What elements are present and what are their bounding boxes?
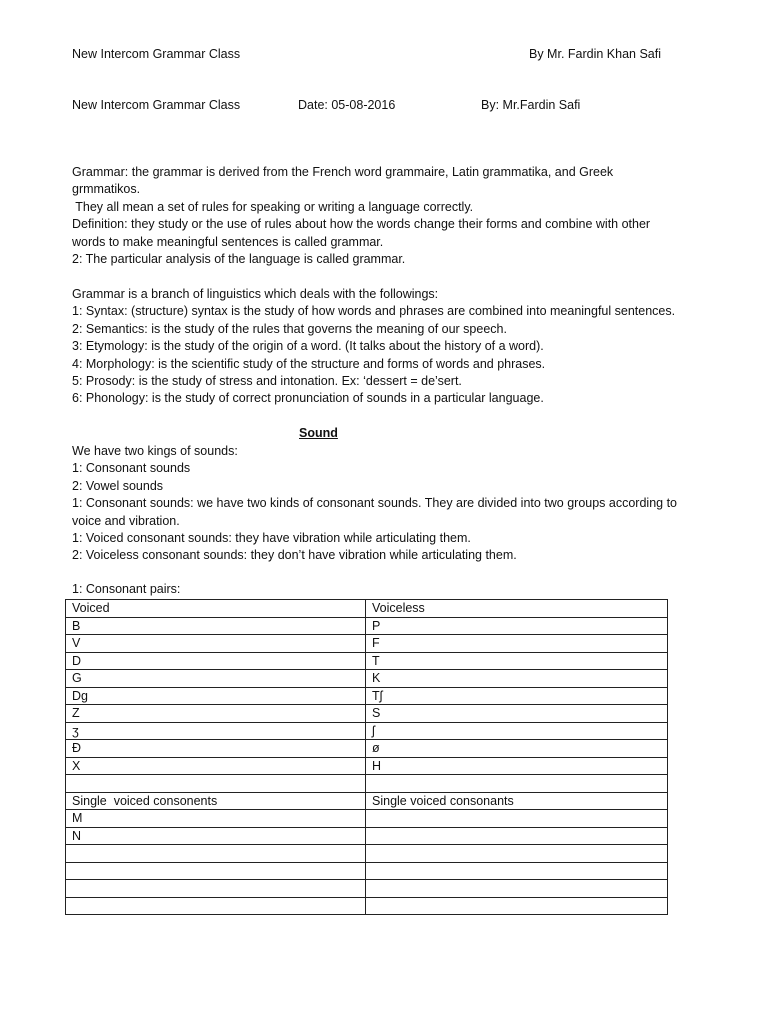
table-row <box>66 862 668 880</box>
grammar-intro-line: 2: The particular analysis of the language is called grammar. <box>72 252 406 267</box>
table-cell: G <box>66 670 366 688</box>
table-cell <box>366 827 668 845</box>
table-cell: B <box>66 617 366 635</box>
table-row <box>66 617 668 635</box>
table-cell: S <box>366 705 668 723</box>
table-cell <box>66 845 366 863</box>
table-cell <box>366 845 668 863</box>
table-cell: X <box>66 757 366 775</box>
table-row <box>66 687 668 705</box>
sound-section <box>72 443 712 565</box>
table-row <box>66 705 668 723</box>
table-cell: Dg <box>66 687 366 705</box>
branch-line: 3: Etymology: is the study of the origin of a word. (It talks about the history of a word). <box>72 339 544 354</box>
table-cell: Single voiced consonants <box>366 792 668 810</box>
table-cell: M <box>66 810 366 828</box>
table-cell: Single voiced consonents <box>66 792 366 810</box>
sound-line: voice and vibration. <box>72 513 180 528</box>
grammar-branches <box>72 286 712 408</box>
branch-line: 4: Morphology: is the scientific study of the structure and forms of words and phrases. <box>72 356 546 371</box>
subheader-class-name: New Intercom Grammar Class <box>72 98 241 112</box>
table-row <box>66 810 668 828</box>
table-row <box>66 880 668 898</box>
table-row <box>66 757 668 775</box>
table-row <box>66 827 668 845</box>
table-cell <box>366 810 668 828</box>
table-cell <box>66 862 366 880</box>
sound-line: 1: Consonant sounds: we have two kinds of consonant sounds. They are divided into two groups according to <box>72 496 678 511</box>
branch-line: 5: Prosody: is the study of stress and intonation. Ex: ‘dessert = de’sert. <box>72 374 462 389</box>
table-cell: Tʃ <box>366 687 668 705</box>
sound-line: We have two kings of sounds: <box>72 444 238 458</box>
table-cell: D <box>66 652 366 670</box>
table-cell <box>66 897 366 915</box>
sound-title: Sound <box>299 426 338 440</box>
table-row <box>66 635 668 653</box>
grammar-intro <box>72 164 712 268</box>
table-row <box>66 670 668 688</box>
table-row <box>66 792 668 810</box>
header-author: By Mr. Fardin Khan Safi <box>529 47 662 61</box>
table-cell: N <box>66 827 366 845</box>
table-row <box>66 897 668 915</box>
table-cell <box>366 862 668 880</box>
table-row <box>66 600 668 618</box>
table-cell <box>366 775 668 793</box>
table-cell: ø <box>366 740 668 758</box>
consonant-pairs-label: 1: Consonant pairs: <box>72 582 181 596</box>
table-row <box>66 722 668 740</box>
table-cell: Z <box>66 705 366 723</box>
table-cell: K <box>366 670 668 688</box>
table-cell: V <box>66 635 366 653</box>
table-cell <box>366 880 668 898</box>
branch-line: 2: Semantics: is the study of the rules that governs the meaning of our speech. <box>72 321 507 336</box>
grammar-intro-line: grmmatikos. <box>72 182 141 197</box>
subheader-date: Date: 05-08-2016 <box>298 98 396 112</box>
grammar-intro-line: They all mean a set of rules for speaking or writing a language correctly. <box>72 199 474 214</box>
sound-line: 2: Voiceless consonant sounds: they don’t have vibration while articulating them. <box>72 548 517 563</box>
table-cell: Voiceless <box>366 600 668 618</box>
table-cell <box>366 897 668 915</box>
table-row <box>66 652 668 670</box>
subheader-author: By: Mr.Fardin Safi <box>481 98 581 112</box>
table-cell <box>66 880 366 898</box>
table-cell: Voiced <box>66 600 366 618</box>
grammar-intro-line: words to make meaningful sentences is called grammar. <box>72 234 384 249</box>
table-cell: ʃ <box>366 722 668 740</box>
table-row <box>66 775 668 793</box>
table-row <box>66 845 668 863</box>
grammar-intro-line: Grammar: the grammar is derived from the French word grammaire, Latin grammatika, and Greek <box>72 165 614 179</box>
table-row <box>66 740 668 758</box>
header-class-name: New Intercom Grammar Class <box>72 47 241 61</box>
table-cell: P <box>366 617 668 635</box>
sound-line: 1: Consonant sounds <box>72 461 191 476</box>
sound-line: 1: Voiced consonant sounds: they have vibration while articulating them. <box>72 531 471 546</box>
table-cell: T <box>366 652 668 670</box>
table-cell: H <box>366 757 668 775</box>
table-cell: ʒ <box>66 722 366 740</box>
sound-line: 2: Vowel sounds <box>72 478 164 493</box>
table-cell: F <box>366 635 668 653</box>
table-cell <box>66 775 366 793</box>
branch-line: 1: Syntax: (structure) syntax is the study of how words and phrases are combined into meaningful sentences. <box>72 304 676 319</box>
table-cell: Đ <box>66 740 366 758</box>
grammar-intro-line: Definition: they study or the use of rules about how the words change their forms and combine with other <box>72 217 651 232</box>
branch-line: 6: Phonology: is the study of correct pronunciation of sounds in a particular language. <box>72 391 544 406</box>
consonant-pairs-table <box>65 599 668 915</box>
branch-line: Grammar is a branch of linguistics which deals with the followings: <box>72 287 439 301</box>
